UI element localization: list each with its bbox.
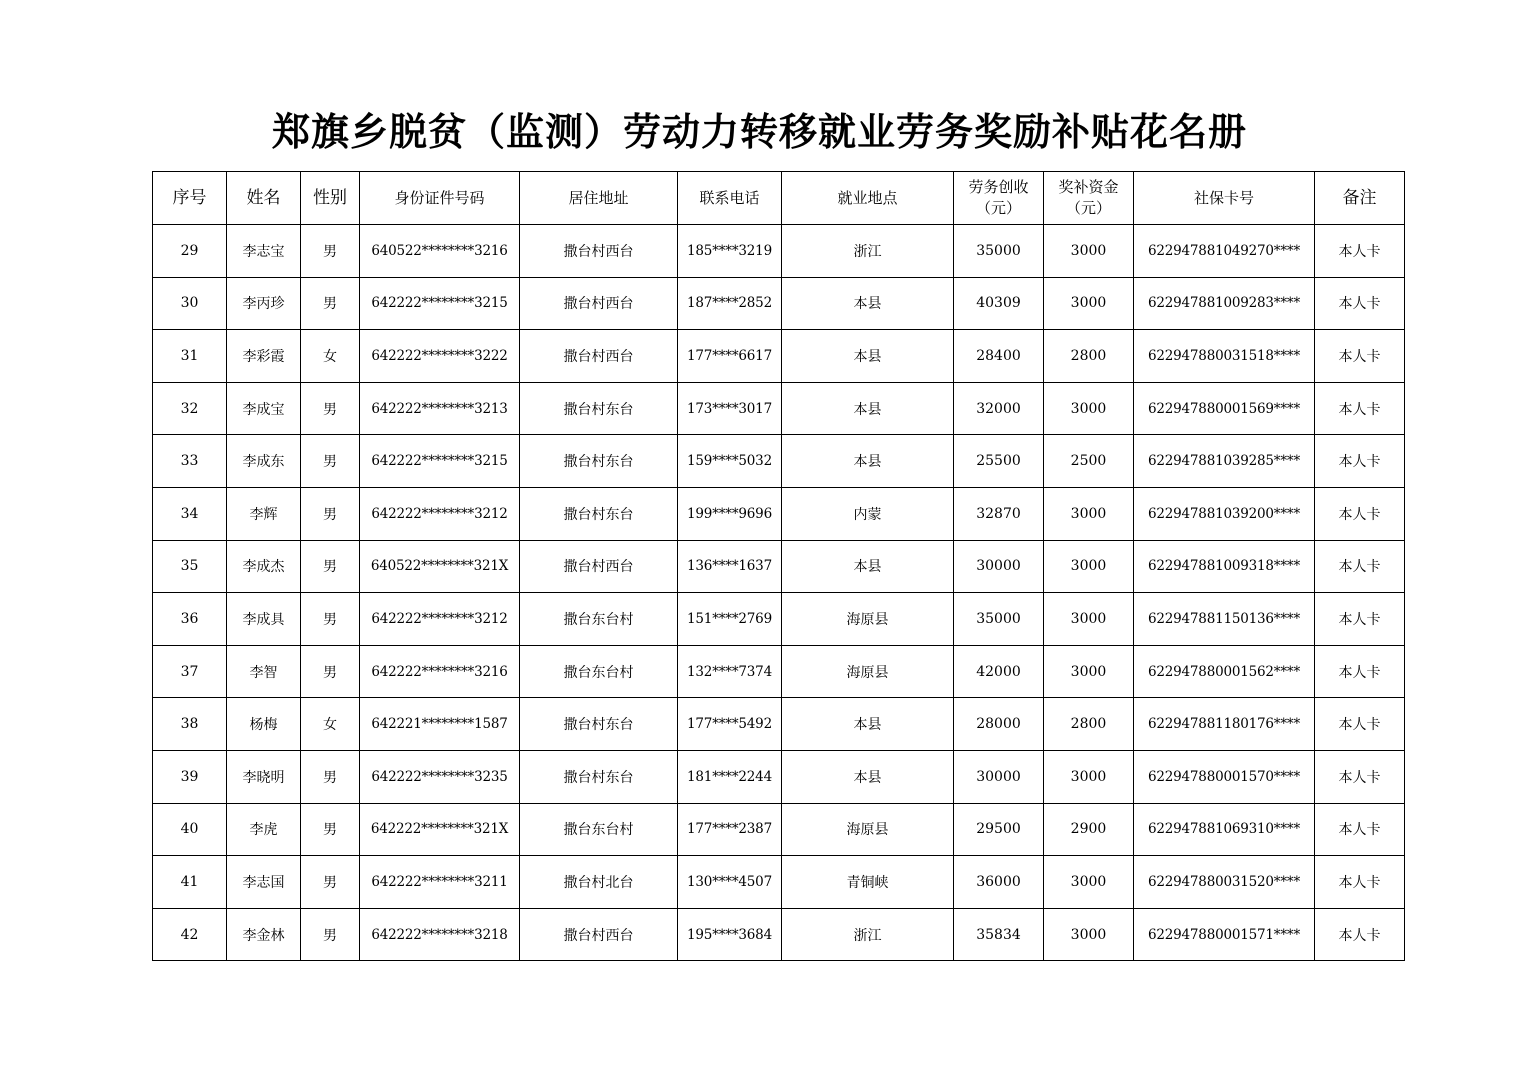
cell-phone: 199****9696 <box>678 487 782 540</box>
cell-phone: 185****3219 <box>678 225 782 278</box>
cell-work-location: 本县 <box>782 540 954 593</box>
cell-id-number: 642222********321X <box>360 803 520 856</box>
cell-remark: 本人卡 <box>1315 382 1405 435</box>
cell-address: 撒台村东台 <box>520 435 678 488</box>
cell-phone: 159****5032 <box>678 435 782 488</box>
cell-work-location: 青铜峡 <box>782 856 954 909</box>
cell-subsidy: 3000 <box>1044 908 1134 961</box>
cell-income: 32870 <box>954 487 1044 540</box>
cell-subsidy: 3000 <box>1044 540 1134 593</box>
cell-remark: 本人卡 <box>1315 698 1405 751</box>
cell-name: 李成东 <box>227 435 301 488</box>
cell-social-card: 622947881049270**** <box>1134 225 1315 278</box>
cell-subsidy: 3000 <box>1044 487 1134 540</box>
cell-phone: 177****2387 <box>678 803 782 856</box>
cell-remark: 本人卡 <box>1315 803 1405 856</box>
cell-gender: 男 <box>301 856 360 909</box>
cell-serial: 37 <box>153 645 227 698</box>
cell-gender: 男 <box>301 382 360 435</box>
cell-id-number: 642222********3218 <box>360 908 520 961</box>
cell-phone: 177****6617 <box>678 330 782 383</box>
cell-remark: 本人卡 <box>1315 908 1405 961</box>
cell-serial: 36 <box>153 593 227 646</box>
table-row <box>153 225 1405 278</box>
cell-id-number: 642221********1587 <box>360 698 520 751</box>
cell-id-number: 642222********3216 <box>360 645 520 698</box>
cell-work-location: 本县 <box>782 435 954 488</box>
cell-subsidy: 3000 <box>1044 750 1134 803</box>
cell-subsidy: 2900 <box>1044 803 1134 856</box>
cell-address: 撒台村西台 <box>520 225 678 278</box>
cell-work-location: 海原县 <box>782 803 954 856</box>
table-row <box>153 750 1405 803</box>
cell-phone: 130****4507 <box>678 856 782 909</box>
table-row <box>153 487 1405 540</box>
table-row <box>153 698 1405 751</box>
cell-work-location: 本县 <box>782 382 954 435</box>
cell-subsidy: 2800 <box>1044 698 1134 751</box>
cell-social-card: 622947881180176**** <box>1134 698 1315 751</box>
cell-work-location: 浙江 <box>782 908 954 961</box>
table-header-row <box>153 172 1405 225</box>
cell-id-number: 642222********3212 <box>360 593 520 646</box>
header-serial: 序号 <box>153 172 227 225</box>
cell-address: 撒台村东台 <box>520 750 678 803</box>
header-phone: 联系电话 <box>678 172 782 225</box>
cell-income: 42000 <box>954 645 1044 698</box>
cell-social-card: 622947880001569**** <box>1134 382 1315 435</box>
header-name: 姓名 <box>227 172 301 225</box>
cell-name: 李丙珍 <box>227 277 301 330</box>
cell-income: 30000 <box>954 750 1044 803</box>
header-subsidy: 奖补资金（元） <box>1044 172 1134 225</box>
cell-income: 29500 <box>954 803 1044 856</box>
cell-gender: 男 <box>301 487 360 540</box>
table-row <box>153 382 1405 435</box>
cell-name: 李晓明 <box>227 750 301 803</box>
cell-subsidy: 3000 <box>1044 225 1134 278</box>
cell-serial: 33 <box>153 435 227 488</box>
cell-name: 李彩霞 <box>227 330 301 383</box>
cell-name: 李虎 <box>227 803 301 856</box>
roster-table <box>152 171 1405 961</box>
cell-subsidy: 2500 <box>1044 435 1134 488</box>
cell-remark: 本人卡 <box>1315 750 1405 803</box>
header-work-location: 就业地点 <box>782 172 954 225</box>
cell-work-location: 本县 <box>782 277 954 330</box>
cell-serial: 40 <box>153 803 227 856</box>
cell-id-number: 642222********3215 <box>360 277 520 330</box>
table-row <box>153 803 1405 856</box>
cell-social-card: 622947880031518**** <box>1134 330 1315 383</box>
cell-serial: 29 <box>153 225 227 278</box>
cell-income: 36000 <box>954 856 1044 909</box>
cell-work-location: 本县 <box>782 750 954 803</box>
cell-gender: 男 <box>301 645 360 698</box>
cell-address: 撒台东台村 <box>520 593 678 646</box>
cell-gender: 男 <box>301 540 360 593</box>
table-row <box>153 277 1405 330</box>
cell-social-card: 622947880001570**** <box>1134 750 1315 803</box>
cell-remark: 本人卡 <box>1315 225 1405 278</box>
cell-serial: 39 <box>153 750 227 803</box>
cell-gender: 男 <box>301 225 360 278</box>
cell-income: 40309 <box>954 277 1044 330</box>
cell-work-location: 浙江 <box>782 225 954 278</box>
cell-work-location: 内蒙 <box>782 487 954 540</box>
header-remark: 备注 <box>1315 172 1405 225</box>
table-row <box>153 908 1405 961</box>
cell-income: 25500 <box>954 435 1044 488</box>
cell-remark: 本人卡 <box>1315 435 1405 488</box>
cell-address: 撒台村东台 <box>520 698 678 751</box>
cell-name: 李志国 <box>227 856 301 909</box>
cell-subsidy: 3000 <box>1044 645 1134 698</box>
cell-gender: 男 <box>301 277 360 330</box>
cell-name: 李智 <box>227 645 301 698</box>
cell-gender: 男 <box>301 435 360 488</box>
cell-work-location: 本县 <box>782 330 954 383</box>
cell-social-card: 622947881150136**** <box>1134 593 1315 646</box>
cell-gender: 男 <box>301 750 360 803</box>
cell-social-card: 622947881069310**** <box>1134 803 1315 856</box>
cell-income: 35000 <box>954 593 1044 646</box>
cell-social-card: 622947881039200**** <box>1134 487 1315 540</box>
cell-subsidy: 3000 <box>1044 277 1134 330</box>
cell-subsidy: 3000 <box>1044 382 1134 435</box>
cell-serial: 32 <box>153 382 227 435</box>
cell-social-card: 622947880001562**** <box>1134 645 1315 698</box>
cell-work-location: 海原县 <box>782 645 954 698</box>
cell-income: 28400 <box>954 330 1044 383</box>
cell-income: 30000 <box>954 540 1044 593</box>
cell-address: 撒台东台村 <box>520 803 678 856</box>
cell-address: 撒台村西台 <box>520 908 678 961</box>
cell-name: 杨梅 <box>227 698 301 751</box>
cell-id-number: 642222********3222 <box>360 330 520 383</box>
cell-serial: 34 <box>153 487 227 540</box>
cell-id-number: 640522********3216 <box>360 225 520 278</box>
cell-name: 李辉 <box>227 487 301 540</box>
cell-remark: 本人卡 <box>1315 856 1405 909</box>
cell-remark: 本人卡 <box>1315 487 1405 540</box>
cell-gender: 男 <box>301 908 360 961</box>
cell-name: 李金林 <box>227 908 301 961</box>
cell-phone: 173****3017 <box>678 382 782 435</box>
table-row <box>153 593 1405 646</box>
cell-id-number: 642222********3215 <box>360 435 520 488</box>
cell-phone: 195****3684 <box>678 908 782 961</box>
cell-social-card: 622947880001571**** <box>1134 908 1315 961</box>
cell-phone: 187****2852 <box>678 277 782 330</box>
cell-income: 28000 <box>954 698 1044 751</box>
cell-address: 撒台村西台 <box>520 540 678 593</box>
cell-subsidy: 3000 <box>1044 593 1134 646</box>
cell-phone: 136****1637 <box>678 540 782 593</box>
header-gender: 性别 <box>301 172 360 225</box>
header-address: 居住地址 <box>520 172 678 225</box>
cell-social-card: 622947881009283**** <box>1134 277 1315 330</box>
cell-name: 李成杰 <box>227 540 301 593</box>
header-social-card: 社保卡号 <box>1134 172 1315 225</box>
cell-serial: 31 <box>153 330 227 383</box>
cell-income: 32000 <box>954 382 1044 435</box>
cell-remark: 本人卡 <box>1315 540 1405 593</box>
cell-phone: 181****2244 <box>678 750 782 803</box>
cell-gender: 男 <box>301 593 360 646</box>
cell-income: 35000 <box>954 225 1044 278</box>
cell-work-location: 本县 <box>782 698 954 751</box>
cell-serial: 30 <box>153 277 227 330</box>
cell-phone: 151****2769 <box>678 593 782 646</box>
cell-name: 李成具 <box>227 593 301 646</box>
header-income: 劳务创收（元） <box>954 172 1044 225</box>
cell-address: 撒台村东台 <box>520 382 678 435</box>
cell-name: 李志宝 <box>227 225 301 278</box>
cell-address: 撒台村东台 <box>520 487 678 540</box>
cell-id-number: 642222********3211 <box>360 856 520 909</box>
cell-name: 李成宝 <box>227 382 301 435</box>
cell-social-card: 622947880031520**** <box>1134 856 1315 909</box>
table-body <box>153 225 1405 961</box>
cell-serial: 38 <box>153 698 227 751</box>
cell-social-card: 622947881009318**** <box>1134 540 1315 593</box>
cell-address: 撒台村西台 <box>520 330 678 383</box>
cell-id-number: 642222********3235 <box>360 750 520 803</box>
table-row <box>153 856 1405 909</box>
cell-id-number: 642222********3213 <box>360 382 520 435</box>
cell-address: 撒台东台村 <box>520 645 678 698</box>
cell-work-location: 海原县 <box>782 593 954 646</box>
cell-id-number: 642222********3212 <box>360 487 520 540</box>
cell-id-number: 640522********321X <box>360 540 520 593</box>
cell-remark: 本人卡 <box>1315 330 1405 383</box>
table-row <box>153 435 1405 488</box>
cell-gender: 女 <box>301 330 360 383</box>
header-id-number: 身份证件号码 <box>360 172 520 225</box>
table-row <box>153 540 1405 593</box>
cell-phone: 132****7374 <box>678 645 782 698</box>
cell-phone: 177****5492 <box>678 698 782 751</box>
cell-subsidy: 3000 <box>1044 856 1134 909</box>
cell-remark: 本人卡 <box>1315 593 1405 646</box>
cell-remark: 本人卡 <box>1315 645 1405 698</box>
cell-subsidy: 2800 <box>1044 330 1134 383</box>
cell-serial: 35 <box>153 540 227 593</box>
cell-social-card: 622947881039285**** <box>1134 435 1315 488</box>
table-row <box>153 330 1405 383</box>
cell-address: 撒台村西台 <box>520 277 678 330</box>
table-row <box>153 645 1405 698</box>
cell-remark: 本人卡 <box>1315 277 1405 330</box>
cell-income: 35834 <box>954 908 1044 961</box>
cell-gender: 男 <box>301 803 360 856</box>
cell-serial: 41 <box>153 856 227 909</box>
cell-gender: 女 <box>301 698 360 751</box>
page-title: 郑旗乡脱贫（监测）劳动力转移就业劳务奖励补贴花名册 <box>271 109 1247 154</box>
cell-address: 撒台村北台 <box>520 856 678 909</box>
cell-serial: 42 <box>153 908 227 961</box>
